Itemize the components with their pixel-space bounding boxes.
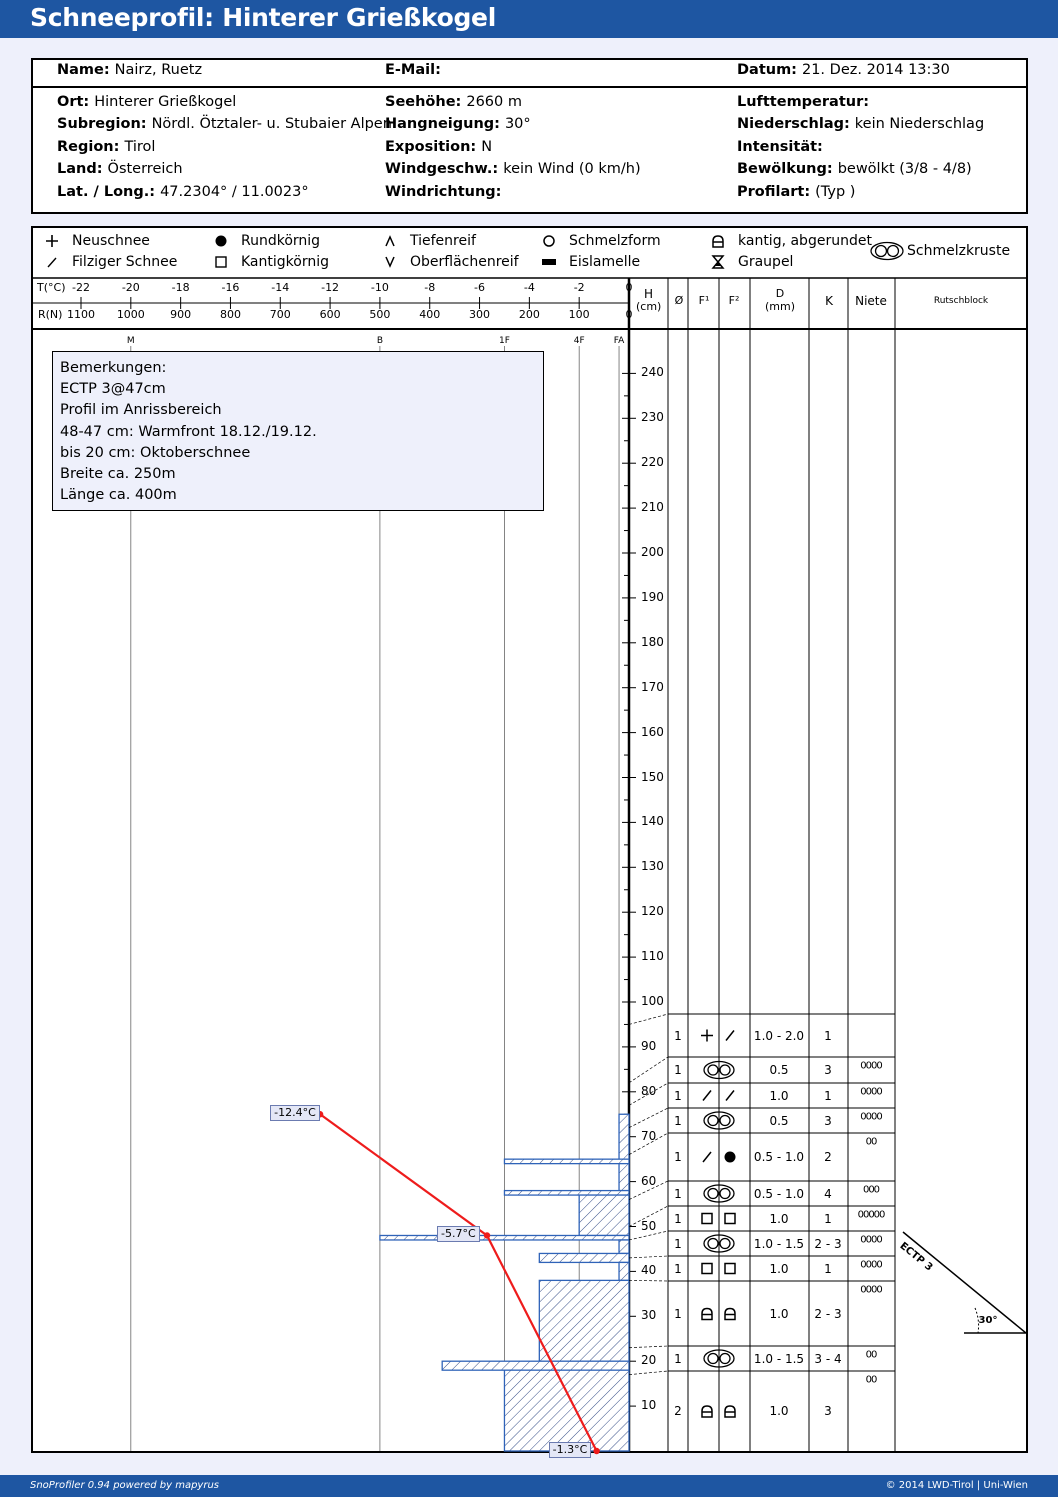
h-tick-label: 50 bbox=[641, 1218, 657, 1233]
rounded-faceted-icon bbox=[725, 1406, 735, 1417]
legend-label: kantig, abgerundet bbox=[738, 233, 872, 249]
h-tick-label: 110 bbox=[641, 949, 664, 964]
footer-credit: SnoProfiler 0.94 powered by mapyrus bbox=[30, 1480, 220, 1491]
slash-icon bbox=[726, 1031, 734, 1041]
layer-connector bbox=[629, 1256, 668, 1258]
layer-d-value: 1 bbox=[674, 1150, 682, 1164]
r-tick-label: 800 bbox=[219, 308, 241, 321]
h-tick-label: 190 bbox=[641, 589, 664, 604]
legend-label: Rundkörnig bbox=[241, 233, 321, 249]
layer-d-value: 2 bbox=[674, 1404, 682, 1418]
h-tick-label: 120 bbox=[641, 904, 664, 919]
bewoelkung-field: Bewölkung: bewölkt (3/8 - 4/8) bbox=[737, 161, 972, 177]
name-field: Name: Nairz, Ruetz bbox=[57, 62, 203, 78]
h-tick-label: 30 bbox=[641, 1308, 657, 1323]
remarks-title: Bemerkungen: bbox=[60, 360, 167, 376]
page-title: Schneeprofil: Hinterer Grießkogel bbox=[30, 3, 496, 32]
layer-d-value: 1 bbox=[674, 1028, 682, 1043]
legend-label: Neuschnee bbox=[72, 233, 150, 249]
h-tick-label: 180 bbox=[641, 634, 664, 649]
layer-k-value: 3 - 4 bbox=[814, 1351, 842, 1366]
layer-d-value: 1 bbox=[674, 1186, 682, 1201]
layer-size-value: 0.5 bbox=[769, 1113, 789, 1128]
layer-size-value: 1.0 - 1.5 bbox=[753, 1351, 805, 1366]
lufttemperatur-field: Lufttemperatur: bbox=[737, 94, 870, 110]
h-tick-label: 90 bbox=[641, 1038, 657, 1053]
layer-connector bbox=[629, 1108, 668, 1128]
r-tick-label: 0 bbox=[625, 308, 633, 321]
t-tick-label: -6 bbox=[474, 281, 486, 294]
legend-label: Filziger Schnee bbox=[72, 254, 178, 270]
remarks-line: bis 20 cm: Oktoberschnee bbox=[60, 444, 251, 461]
footer-copyright: © 2014 LWD-Tirol | Uni-Wien bbox=[885, 1480, 1028, 1491]
layer-size-value: 1.0 bbox=[769, 1306, 789, 1321]
r-tick-label: 100 bbox=[568, 308, 590, 321]
remarks-line: 48-47 cm: Warmfront 18.12./19.12. bbox=[60, 423, 317, 440]
r-axis-label: R(N) bbox=[38, 308, 63, 321]
h-tick-label: 220 bbox=[641, 455, 664, 470]
r-tick-label: 600 bbox=[319, 308, 341, 321]
col-header-size-unit: (mm) bbox=[764, 300, 795, 313]
h-tick-label: 20 bbox=[641, 1353, 657, 1368]
layer-d-value: 1 bbox=[674, 1351, 682, 1366]
layer-d-value: 1 bbox=[674, 1211, 682, 1226]
layer-d-value: 1 bbox=[674, 1306, 682, 1321]
h-tick-label: 170 bbox=[641, 679, 664, 694]
layer-niete-value: 0000 bbox=[860, 1086, 882, 1098]
layer-k-value: 2 bbox=[824, 1150, 832, 1164]
layer-niete-value: 00 bbox=[865, 1374, 877, 1386]
layer-niete-value: 000 bbox=[862, 1184, 880, 1196]
layer-k-value: 1 bbox=[824, 1261, 832, 1276]
footer bbox=[0, 1475, 1058, 1497]
layer-connector bbox=[629, 1057, 668, 1083]
layer-k-value: 1 bbox=[824, 1088, 832, 1103]
hangneigung-field: Hangneigung: 30° bbox=[385, 116, 531, 132]
layer-d-value: 1 bbox=[674, 1261, 682, 1276]
hardness-layer bbox=[442, 1361, 629, 1370]
t-tick-label: -8 bbox=[424, 281, 436, 294]
h-tick-label: 150 bbox=[641, 769, 664, 784]
hardness-grid-label: FA bbox=[613, 336, 625, 346]
r-tick-label: 200 bbox=[518, 308, 540, 321]
layer-niete-value: 0000 bbox=[860, 1259, 882, 1271]
hardness-grid-label: M bbox=[126, 336, 135, 346]
square-icon bbox=[702, 1214, 712, 1224]
square-icon bbox=[725, 1264, 735, 1274]
layer-niete-value: 00 bbox=[865, 1349, 877, 1361]
legend-label: Eislamelle bbox=[569, 254, 641, 270]
profilart-field: Profilart: (Typ ) bbox=[737, 184, 856, 200]
email-field: E-Mail: bbox=[385, 62, 441, 78]
slash-icon bbox=[726, 1091, 734, 1101]
r-tick-label: 1000 bbox=[116, 308, 145, 321]
layer-connector bbox=[629, 1014, 668, 1024]
layer-niete-value: 00 bbox=[865, 1136, 877, 1148]
slash-icon bbox=[703, 1152, 711, 1162]
layer-k-value: 3 bbox=[824, 1404, 832, 1418]
ectp-label: ECTP 3 bbox=[897, 1240, 935, 1274]
remarks-line: Profil im Anrissbereich bbox=[60, 402, 222, 419]
windrichtung-field: Windrichtung: bbox=[385, 184, 502, 200]
hardness-layer bbox=[619, 1164, 629, 1191]
layer-d-value: 1 bbox=[674, 1236, 682, 1251]
layer-connector bbox=[629, 1371, 668, 1375]
h-tick-label: 40 bbox=[641, 1263, 657, 1278]
col-header-f2: F² bbox=[728, 294, 740, 307]
hardness-grid-label: 1F bbox=[499, 336, 510, 346]
hardness-layer bbox=[504, 1191, 629, 1195]
col-header-d: Ø bbox=[674, 294, 684, 307]
remarks-line: Breite ca. 250m bbox=[60, 466, 176, 483]
temperature-label: -5.7°C bbox=[437, 1226, 480, 1242]
exposition-field: Exposition: N bbox=[385, 139, 493, 155]
t-tick-label: -12 bbox=[321, 281, 340, 294]
intensitaet-field: Intensität: bbox=[737, 139, 823, 155]
hardness-layer bbox=[539, 1253, 629, 1262]
layer-k-value: 4 bbox=[824, 1186, 832, 1201]
h-tick-label: 210 bbox=[641, 500, 664, 515]
h-tick-label: 70 bbox=[641, 1128, 657, 1143]
layer-niete-value: 0000 bbox=[860, 1234, 882, 1246]
layer-d-value: 1 bbox=[674, 1088, 682, 1103]
hardness-grid-label: 4F bbox=[573, 336, 585, 346]
remarks-line: ECTP 3@47cm bbox=[60, 381, 166, 398]
col-header-size: D bbox=[775, 287, 785, 300]
layer-k-value: 2 - 3 bbox=[814, 1306, 842, 1321]
t-tick-label: -2 bbox=[573, 281, 585, 294]
region-field: Region: Tirol bbox=[57, 139, 156, 155]
col-header-k: K bbox=[825, 294, 833, 308]
temperature-label: -1.3°C bbox=[549, 1442, 592, 1458]
layer-size-value: 0.5 bbox=[769, 1063, 789, 1077]
layer-d-value: 1 bbox=[674, 1063, 682, 1077]
r-tick-label: 1100 bbox=[67, 308, 95, 321]
t-tick-label: 0 bbox=[625, 281, 633, 294]
layer-size-value: 0.5 - 1.0 bbox=[753, 1150, 805, 1164]
layer-niete-value: 0000 bbox=[860, 1060, 882, 1072]
h-tick-label: 140 bbox=[641, 814, 664, 829]
temperature-point bbox=[593, 1448, 599, 1454]
h-tick-label: 230 bbox=[641, 410, 664, 425]
hardness-layer bbox=[539, 1280, 629, 1361]
layer-niete-value: 0000 bbox=[860, 1111, 882, 1123]
ectp-triangle bbox=[903, 1232, 1026, 1333]
layer-k-value: 3 bbox=[824, 1113, 832, 1128]
layer-size-value: 1.0 - 1.5 bbox=[753, 1236, 805, 1251]
legend-label: Schmelzkruste bbox=[907, 243, 1011, 259]
ectp-angle: 30° bbox=[978, 1315, 998, 1326]
col-header-rutsch: Rutschblock bbox=[933, 296, 989, 306]
hardness-layer bbox=[619, 1240, 629, 1253]
layer-k-value: 2 - 3 bbox=[814, 1236, 842, 1251]
h-tick-label: 200 bbox=[641, 545, 664, 559]
layer-d-value: 1 bbox=[674, 1113, 682, 1128]
h-tick-label: 100 bbox=[641, 994, 664, 1008]
h-tick-label: 130 bbox=[641, 859, 664, 874]
hardness-layer bbox=[579, 1195, 629, 1235]
wind-field: Windgeschw.: kein Wind (0 km/h) bbox=[385, 161, 641, 177]
h-tick-label: 10 bbox=[641, 1398, 657, 1413]
h-tick-label: 160 bbox=[641, 724, 664, 739]
layer-size-value: 0.5 - 1.0 bbox=[753, 1186, 805, 1201]
land-field: Land: Österreich bbox=[57, 161, 183, 177]
r-tick-label: 700 bbox=[269, 308, 291, 321]
layer-size-value: 1.0 bbox=[769, 1211, 789, 1226]
hardness-layer bbox=[504, 1159, 629, 1163]
layer-niete-value: 00000 bbox=[857, 1209, 885, 1221]
temperature-label: -12.4°C bbox=[270, 1105, 320, 1121]
layer-k-value: 3 bbox=[824, 1063, 832, 1077]
hardness-layer bbox=[504, 1370, 629, 1451]
h-tick-label: 240 bbox=[641, 365, 664, 380]
layer-size-value: 1.0 bbox=[769, 1404, 789, 1418]
slash-icon bbox=[703, 1091, 711, 1101]
t-tick-label: -18 bbox=[171, 281, 190, 294]
layer-size-value: 1.0 bbox=[769, 1088, 789, 1103]
ort-field: Ort: Hinterer Grießkogel bbox=[57, 94, 237, 110]
hardness-layer bbox=[380, 1235, 629, 1239]
layer-k-value: 1 bbox=[824, 1211, 832, 1226]
legend-label: Schmelzform bbox=[569, 233, 661, 249]
niederschlag-field: Niederschlag: kein Niederschlag bbox=[737, 116, 985, 132]
rounded-faceted-icon bbox=[702, 1309, 712, 1320]
h-header: H bbox=[644, 287, 654, 301]
legend-label: Kantigkörnig bbox=[241, 254, 329, 270]
rounded-faceted-icon bbox=[702, 1406, 712, 1417]
seehoehe-field: Seehöhe: 2660 m bbox=[385, 94, 522, 110]
t-axis-label: T(°C) bbox=[37, 281, 66, 294]
square-icon bbox=[725, 1214, 735, 1224]
layer-connector bbox=[629, 1280, 668, 1281]
legend-label: Oberflächenreif bbox=[410, 254, 519, 270]
square-icon bbox=[702, 1264, 712, 1274]
r-tick-label: 500 bbox=[369, 308, 391, 321]
legend-label: Tiefenreif bbox=[410, 233, 476, 249]
t-tick-label: -20 bbox=[121, 281, 140, 294]
t-tick-label: -10 bbox=[370, 281, 389, 294]
t-tick-label: -16 bbox=[221, 281, 240, 294]
date-field: Datum: 21. Dez. 2014 13:30 bbox=[737, 62, 950, 78]
remarks-box bbox=[52, 351, 544, 511]
latlong-field: Lat. / Long.: 47.2304° / 11.0023° bbox=[57, 184, 309, 200]
layer-connector bbox=[629, 1346, 668, 1348]
plus-icon bbox=[701, 1030, 713, 1042]
remarks-line: Länge ca. 400m bbox=[60, 487, 177, 504]
col-header-f1: F¹ bbox=[698, 294, 710, 307]
layer-size-value: 1.0 - 2.0 bbox=[753, 1028, 805, 1043]
layer-k-value: 1 bbox=[824, 1028, 832, 1043]
subregion-field: Subregion: Nördl. Ötztaler- u. Stubaier Alpen bbox=[57, 116, 392, 132]
r-tick-label: 300 bbox=[469, 308, 491, 321]
hardness-layer bbox=[619, 1262, 629, 1280]
h-unit: (cm) bbox=[636, 300, 662, 313]
filled-circle-icon bbox=[725, 1152, 736, 1163]
t-tick-label: -4 bbox=[523, 281, 535, 294]
t-tick-label: -22 bbox=[72, 281, 90, 294]
layer-size-value: 1.0 bbox=[769, 1261, 789, 1276]
t-tick-label: -14 bbox=[271, 281, 290, 294]
hardness-layer bbox=[619, 1114, 629, 1159]
temperature-point bbox=[484, 1232, 490, 1238]
legend-label: Graupel bbox=[738, 254, 794, 270]
hardness-grid-label: B bbox=[376, 336, 383, 346]
h-tick-label: 60 bbox=[641, 1173, 657, 1188]
rounded-faceted-icon bbox=[725, 1309, 735, 1320]
h-tick-label: 80 bbox=[641, 1083, 657, 1098]
col-header-niete: Niete bbox=[855, 294, 887, 308]
layer-niete-value: 0000 bbox=[860, 1284, 882, 1296]
r-tick-label: 900 bbox=[170, 308, 192, 321]
r-tick-label: 400 bbox=[419, 308, 441, 321]
